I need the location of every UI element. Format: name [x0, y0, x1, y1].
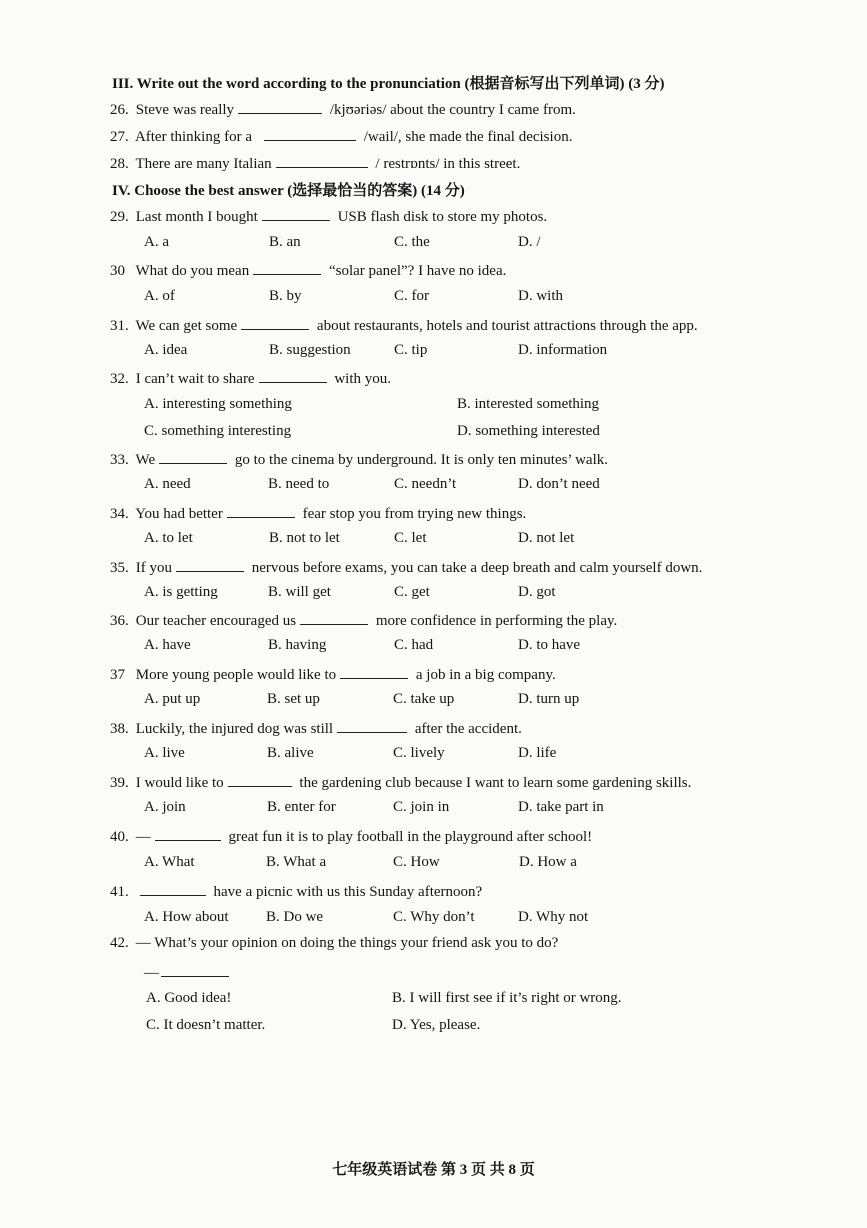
answer-blank[interactable]: [176, 557, 244, 572]
answer-blank[interactable]: [340, 664, 408, 679]
answer-blank[interactable]: [337, 718, 407, 733]
option-a[interactable]: A. interesting something: [144, 396, 292, 412]
question-number: 35.: [110, 560, 129, 576]
option-a[interactable]: A. join: [144, 799, 186, 815]
option-b[interactable]: B. I will first see if it’s right or wrong.: [392, 990, 622, 1006]
option-b[interactable]: B. will get: [268, 584, 331, 600]
section-3-title: III. Write out the word according to the pronunciation (根据音标写出下列单词) (3 分): [112, 76, 665, 92]
question-text-after: USB flash disk to store my photos.: [337, 209, 548, 225]
question-text-before: I can’t wait to share: [135, 371, 255, 387]
question-41: [110, 881, 482, 901]
question-text-after: “solar panel”? I have no idea.: [328, 263, 507, 279]
question-text-before: If you: [135, 560, 172, 576]
question-number: 29.: [110, 209, 129, 225]
question-text-before: —: [135, 829, 151, 845]
question-text-before: We can get some: [135, 318, 238, 334]
question-number: 26.: [110, 102, 129, 118]
option-c[interactable]: C. needn’t: [394, 476, 457, 492]
option-b[interactable]: B. suggestion: [269, 342, 351, 358]
option-d[interactable]: D. don’t need: [518, 476, 600, 492]
question-42-reply: [144, 962, 233, 982]
question-text-after: have a picnic with us this Sunday afternoon?: [213, 884, 483, 900]
question-text-after: more confidence in performing the play.: [375, 613, 618, 629]
option-a[interactable]: A. need: [144, 476, 191, 492]
question-text-before: After thinking for a: [134, 129, 252, 145]
question-number: 40.: [110, 829, 129, 845]
answer-blank[interactable]: [241, 315, 309, 330]
option-a[interactable]: A. How about: [144, 909, 229, 925]
answer-blank[interactable]: [159, 449, 227, 464]
answer-blank[interactable]: [161, 962, 229, 977]
option-d[interactable]: D. got: [518, 584, 556, 600]
option-d[interactable]: D. not let: [518, 530, 575, 546]
answer-blank[interactable]: [228, 772, 292, 787]
option-b[interactable]: B. an: [269, 234, 301, 250]
question-number: 32.: [110, 371, 129, 387]
option-a[interactable]: A. What: [144, 854, 195, 870]
question-text-before: What do you mean: [135, 263, 250, 279]
question-text-after: after the accident.: [414, 721, 522, 737]
answer-blank[interactable]: [238, 99, 322, 114]
answer-blank[interactable]: [264, 126, 356, 141]
option-b[interactable]: B. What a: [266, 854, 327, 870]
question-text-after: /wail/, she made the final decision.: [363, 129, 573, 145]
question-text-before: Our teacher encouraged us: [135, 613, 297, 629]
option-c[interactable]: C. It doesn’t matter.: [146, 1017, 266, 1033]
option-c[interactable]: C. had: [394, 637, 434, 653]
option-d[interactable]: D. life: [518, 745, 557, 761]
option-a[interactable]: A. put up: [144, 691, 201, 707]
option-c[interactable]: C. let: [394, 530, 427, 546]
answer-blank[interactable]: [227, 503, 295, 518]
question-number: 33.: [110, 452, 129, 468]
question-text-after: go to the cinema by underground. It is only ten minutes’ walk.: [234, 452, 608, 468]
section-4-title: IV. Choose the best answer (选择最恰当的答案) (14 分): [112, 183, 465, 199]
question-text-before: There are many Italian: [135, 156, 272, 172]
answer-blank[interactable]: [276, 153, 368, 168]
option-b[interactable]: B. alive: [267, 745, 314, 761]
question-33: [110, 449, 608, 469]
answer-blank[interactable]: [253, 260, 321, 275]
question-number: 30: [110, 263, 125, 279]
question-text-before: You had better: [135, 506, 223, 522]
option-b[interactable]: B. not to let: [269, 530, 340, 546]
option-d[interactable]: D. take part in: [518, 799, 604, 815]
option-c[interactable]: C. lively: [393, 745, 445, 761]
question-text-before: Steve was really: [135, 102, 235, 118]
question-36: [110, 610, 617, 630]
question-text-after: great fun it is to play football in the playground after school!: [228, 829, 593, 845]
question-number: 27.: [110, 129, 129, 145]
question-text: — What’s your opinion on doing the things your friend ask you to do?: [135, 935, 559, 951]
question-35: [110, 557, 702, 577]
question-30: [110, 260, 506, 280]
option-d[interactable]: D. to have: [518, 637, 581, 653]
option-b[interactable]: B. enter for: [267, 799, 336, 815]
option-c[interactable]: C. take up: [393, 691, 455, 707]
question-28: [110, 153, 520, 173]
option-a[interactable]: A. Good idea!: [146, 990, 232, 1006]
question-number: 28.: [110, 156, 129, 172]
question-number: 42.: [110, 935, 129, 951]
question-text-before: Last month I bought: [135, 209, 258, 225]
question-number: 31.: [110, 318, 129, 334]
question-number: 37: [110, 667, 125, 683]
question-text-after: /kjʊəriəs/ about the country I came from.: [329, 102, 576, 118]
option-c[interactable]: C. How: [393, 854, 440, 870]
question-39: [110, 772, 691, 792]
option-c[interactable]: C. for: [394, 288, 429, 304]
answer-blank[interactable]: [262, 206, 330, 221]
question-text-before: We: [135, 452, 156, 468]
question-text-after: fear stop you from trying new things.: [302, 506, 527, 522]
option-d[interactable]: D. How a: [519, 854, 577, 870]
option-c[interactable]: C. join in: [393, 799, 450, 815]
question-number: 34.: [110, 506, 129, 522]
question-40: [110, 826, 592, 846]
question-number: 41.: [110, 884, 129, 900]
option-c[interactable]: C. Why don’t: [393, 909, 475, 925]
question-text-before: I would like to: [135, 775, 224, 791]
answer-blank[interactable]: [155, 826, 221, 841]
option-c[interactable]: C. the: [394, 234, 430, 250]
option-d[interactable]: D. Why not: [518, 909, 589, 925]
question-26: [110, 99, 576, 119]
option-d[interactable]: D. information: [518, 342, 608, 358]
answer-blank[interactable]: [300, 610, 368, 625]
option-b[interactable]: B. set up: [267, 691, 320, 707]
option-a[interactable]: A. live: [144, 745, 185, 761]
question-text-after: the gardening club because I want to learn some gardening skills.: [299, 775, 692, 791]
question-number: 39.: [110, 775, 129, 791]
question-37: [110, 664, 556, 684]
question-32: [110, 368, 391, 388]
answer-blank[interactable]: [140, 881, 206, 896]
option-a[interactable]: A. have: [144, 637, 191, 653]
answer-blank[interactable]: [259, 368, 327, 383]
option-a[interactable]: A. is getting: [144, 584, 218, 600]
option-a[interactable]: A. to let: [144, 530, 193, 546]
page-footer: 七年级英语试卷 第 3 页 共 8 页: [332, 1162, 535, 1178]
option-d[interactable]: D. with: [518, 288, 563, 304]
question-31: [110, 315, 698, 335]
option-b[interactable]: B. by: [269, 288, 302, 304]
option-a[interactable]: A. of: [144, 288, 175, 304]
reply-dash: —: [144, 965, 159, 981]
question-27: [110, 126, 572, 146]
option-c[interactable]: C. get: [394, 584, 430, 600]
question-34: [110, 503, 526, 523]
option-a[interactable]: A. idea: [144, 342, 188, 358]
option-a[interactable]: A. a: [144, 234, 169, 250]
question-text-after: / restrɒnts/ in this street.: [375, 156, 521, 172]
option-c[interactable]: C. something interesting: [144, 423, 292, 439]
question-text-before: More young people would like to: [135, 667, 337, 683]
question-number: 38.: [110, 721, 129, 737]
question-text-before: Luckily, the injured dog was still: [135, 721, 334, 737]
option-d[interactable]: D. turn up: [518, 691, 580, 707]
question-29: [110, 206, 547, 226]
option-b[interactable]: B. Do we: [266, 909, 324, 925]
option-d[interactable]: D. something interested: [457, 423, 600, 439]
question-42: [110, 935, 558, 952]
option-d[interactable]: D. /: [518, 234, 541, 250]
question-number: 36.: [110, 613, 129, 629]
question-text-after: a job in a big company.: [415, 667, 556, 683]
option-b[interactable]: B. having: [268, 637, 327, 653]
option-b[interactable]: B. need to: [268, 476, 330, 492]
question-text-after: with you.: [334, 371, 392, 387]
option-b[interactable]: B. interested something: [457, 396, 600, 412]
option-d[interactable]: D. Yes, please.: [392, 1017, 481, 1033]
question-text-after: about restaurants, hotels and tourist attractions through the app.: [316, 318, 698, 334]
question-38: [110, 718, 522, 738]
option-c[interactable]: C. tip: [394, 342, 428, 358]
question-text-after: nervous before exams, you can take a deep breath and calm yourself down.: [251, 560, 703, 576]
